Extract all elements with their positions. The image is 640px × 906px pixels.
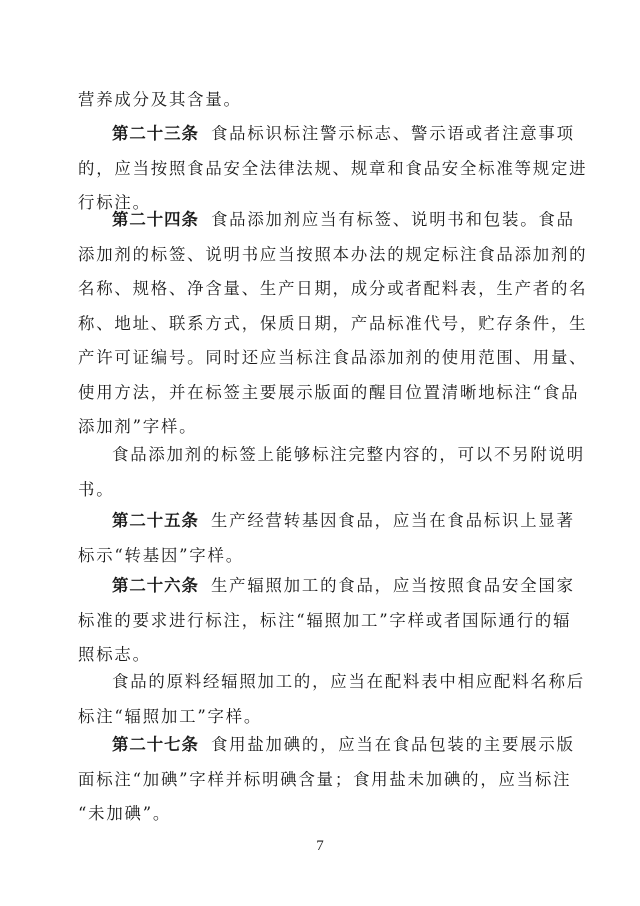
article-text: 食品标识标注警示标志、警示语或者注意事项 [210, 124, 575, 143]
text-line [78, 569, 578, 604]
text-line: 标准的要求进行标注，标注“辐照加工”字样或者国际通行的辐 [78, 610, 572, 630]
article-heading: 第二十四条 [112, 210, 199, 229]
text-line: 营养成分及其含量。 [78, 90, 242, 109]
paragraph-continuation [78, 83, 578, 118]
article-heading: 第二十三条 [112, 124, 199, 143]
text-line: 添加剂”字样。 [78, 417, 198, 436]
text-line: “未加碘”。 [78, 804, 172, 823]
text-line: 书。 [78, 479, 115, 499]
article-heading: 第二十五条 [112, 511, 199, 530]
text-line: 照标志。 [78, 645, 151, 664]
text-line [78, 728, 578, 763]
text-line: 的，应当按照食品安全法律法规、规章和食品安全标准等规定进 [78, 158, 588, 178]
article-text: 生产经营转基因食品，应当在食品标识上显著 [210, 511, 575, 530]
text-line: 添加剂的标签、说明书应当按照本办法的规定标注食品添加剂的 [78, 244, 588, 264]
text-line: 产许可证编号。同时还应当标注食品添加剂的使用范围、用量、 [78, 348, 588, 367]
article-27 [78, 728, 578, 832]
text-line [78, 504, 578, 539]
text-line: 食品的原料经辐照加工的，应当在配料表中相应配料名称后 [112, 672, 585, 691]
article-heading: 第二十七条 [112, 735, 199, 754]
paragraph-additive-label [78, 438, 585, 507]
paragraph-irradiated-ingredients [78, 665, 585, 734]
text-line: 称、地址、联系方式，保质日期，产品标准代号，贮存条件，生 [78, 313, 588, 333]
text-line: 食品添加剂的标签上能够标注完整内容的，可以不另附说明 [112, 445, 585, 464]
text-line: 名称、规格、净含量、生产日期，成分或者配料表，生产者的名 [78, 279, 588, 298]
article-text: 食用盐加碘的，应当在食品包装的主要展示版 [210, 735, 575, 754]
text-line: 标注“辐照加工”字样。 [78, 706, 263, 726]
text-line [78, 117, 578, 152]
article-heading: 第二十六条 [112, 576, 199, 595]
article-text: 食品添加剂应当有标签、说明书和包装。食品 [210, 210, 575, 229]
text-line: 使用方法，并在标签主要展示版面的醒目位置清晰地标注“食品 [78, 382, 580, 402]
article-26 [78, 569, 578, 673]
text-line: 行标注。 [78, 193, 151, 212]
article-text: 生产辐照加工的食品，应当按照食品安全国家 [210, 576, 575, 595]
article-25 [78, 504, 578, 573]
text-line [78, 203, 578, 238]
article-24 [78, 203, 588, 445]
page-number: 7 [316, 838, 324, 854]
text-line: 标示“转基因”字样。 [78, 545, 244, 565]
text-line: 面标注“加碘”字样并标明碘含量；食用盐未加碘的，应当标注 [78, 769, 572, 789]
